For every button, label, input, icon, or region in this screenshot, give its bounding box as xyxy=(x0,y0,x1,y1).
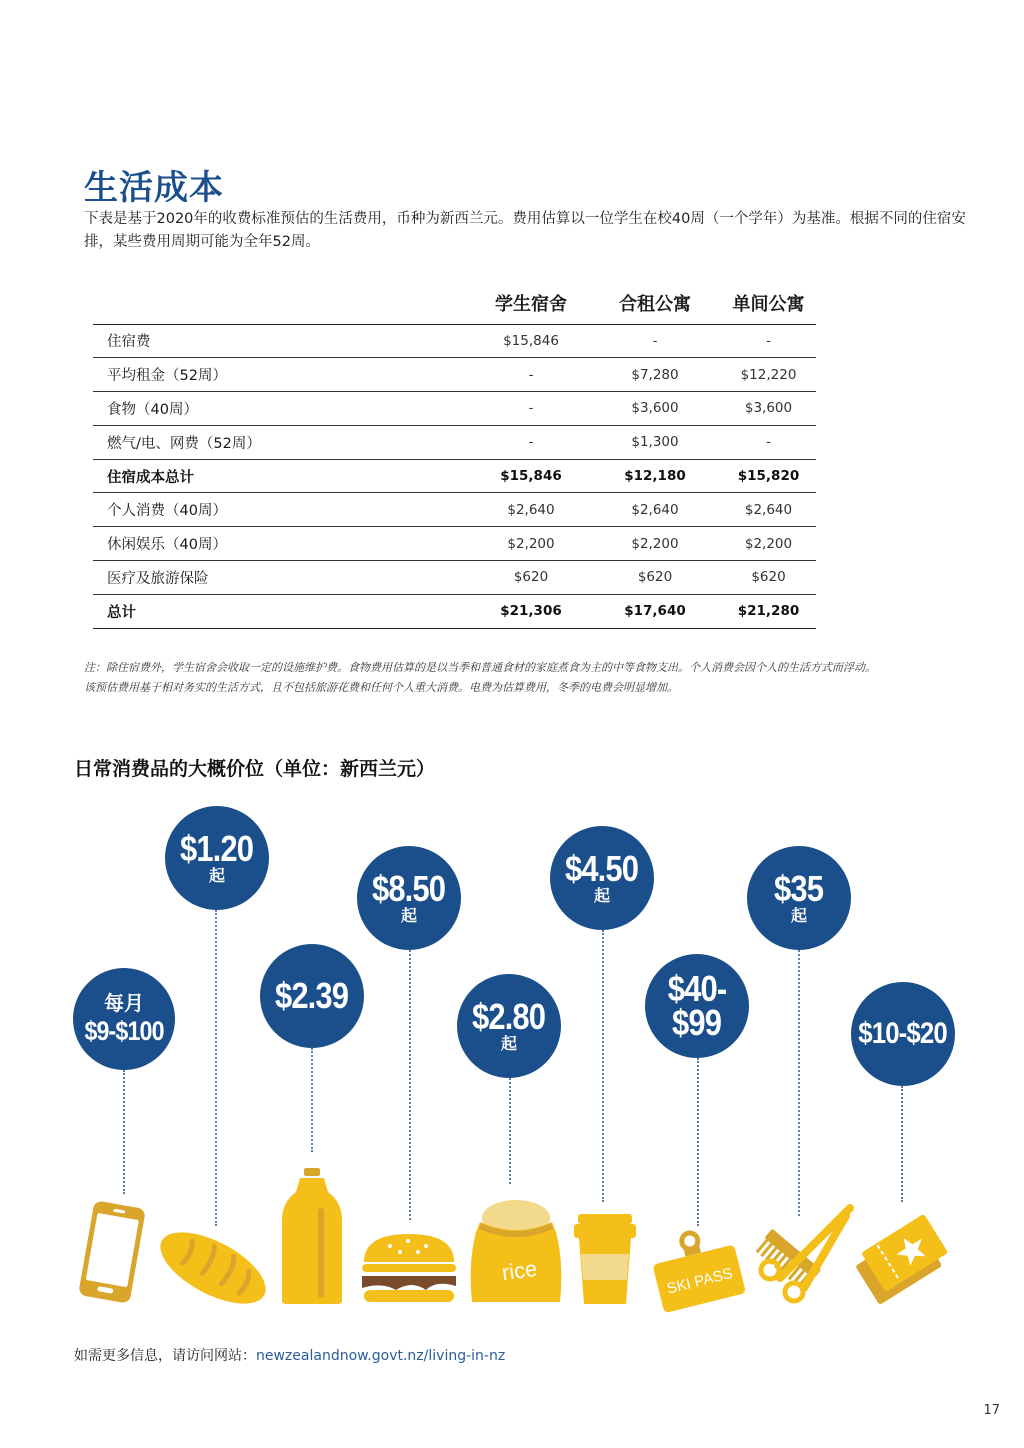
connector-line xyxy=(215,910,217,1226)
connector-line xyxy=(311,1048,313,1152)
cell-value: $620 xyxy=(589,561,721,595)
connector-line xyxy=(123,1070,125,1194)
column-header xyxy=(93,282,473,324)
row-label: 住宿费 xyxy=(93,324,473,358)
price-bubble-ski xyxy=(645,954,749,1058)
table-row xyxy=(93,324,816,358)
rice-label: rice xyxy=(500,1255,539,1286)
row-label: 个人消费（40周） xyxy=(93,493,473,527)
table-header-row xyxy=(93,282,816,324)
price-bubble-haircut xyxy=(747,846,851,950)
price-value: $4.50 xyxy=(565,848,639,889)
price-value: $35 xyxy=(774,868,824,909)
price-value: $1.20 xyxy=(180,828,254,869)
price-value: $2.80 xyxy=(472,996,546,1037)
cell-value: $15,846 xyxy=(473,324,589,358)
table-row xyxy=(93,561,816,595)
row-label: 医疗及旅游保险 xyxy=(93,561,473,595)
cost-table xyxy=(93,282,816,629)
cell-value: $17,640 xyxy=(589,594,721,628)
cell-value: $2,200 xyxy=(473,527,589,561)
price-bubble-bread xyxy=(165,806,269,910)
table-row xyxy=(93,358,816,392)
coffee-cup-icon xyxy=(572,1214,638,1306)
price-bubble-burger xyxy=(357,846,461,950)
price-bubble-movie xyxy=(851,982,955,1086)
footnote-line: 注：除住宿费外，学生宿舍会收取一定的设施维护费。食物费用估算的是以当季和普通食材的家庭煮食为主的中等食物支出。个人消费会因个人的生活方式而浮动。 xyxy=(84,661,876,674)
price-bubble-rice xyxy=(457,974,561,1078)
more-info-link[interactable]: newzealandnow.govt.nz/living-in-nz xyxy=(256,1348,506,1364)
comb-scissors-icon xyxy=(750,1204,854,1304)
cell-value: $15,820 xyxy=(721,459,816,493)
cell-value: $3,600 xyxy=(721,392,816,426)
cell-value: $2,200 xyxy=(589,527,721,561)
connector-line xyxy=(901,1086,903,1202)
burger-icon xyxy=(360,1232,458,1304)
cell-value: $12,220 xyxy=(721,358,816,392)
connector-line xyxy=(409,950,411,1220)
bread-icon xyxy=(152,1226,274,1310)
price-value: $2.39 xyxy=(275,975,349,1016)
price-suffix: 起 xyxy=(500,1036,517,1053)
cell-value: $1,300 xyxy=(589,425,721,459)
cell-value: $2,640 xyxy=(721,493,816,527)
prices-title: 日常消费品的大概价位（单位：新西兰元） xyxy=(74,758,436,780)
cell-value: $12,180 xyxy=(589,459,721,493)
page-title: 生活成本 xyxy=(84,168,224,208)
cell-value: $620 xyxy=(721,561,816,595)
row-label: 平均租金（52周） xyxy=(93,358,473,392)
column-header-shared: 合租公寓 xyxy=(619,293,691,315)
price-suffix: 起 xyxy=(400,908,417,925)
row-label: 燃气/电、网费（52周） xyxy=(93,425,473,459)
price-value: $9-$100 xyxy=(84,1016,164,1046)
row-label: 总计 xyxy=(93,594,473,628)
table-row xyxy=(93,527,816,561)
table-row xyxy=(93,425,816,459)
more-info xyxy=(74,1345,505,1365)
cell-value: $21,280 xyxy=(721,594,816,628)
cell-value: $7,280 xyxy=(589,358,721,392)
rice-bag-icon xyxy=(470,1196,562,1308)
table-row xyxy=(93,392,816,426)
table-row xyxy=(93,594,816,628)
price-suffix: 起 xyxy=(593,888,610,905)
price-top: 每月 xyxy=(104,993,144,1015)
more-info-label: 如需更多信息，请访问网站： xyxy=(74,1348,256,1364)
price-suffix: 起 xyxy=(208,868,225,885)
cell-value: - xyxy=(589,324,721,358)
cell-value: - xyxy=(473,358,589,392)
ski-pass-icon xyxy=(650,1226,746,1314)
price-value-line2: $99 xyxy=(672,1002,722,1043)
row-label: 食物（40周） xyxy=(93,392,473,426)
connector-line xyxy=(798,950,800,1216)
connector-line xyxy=(509,1078,511,1184)
price-bubble-milk xyxy=(260,944,364,1048)
cell-value: $2,640 xyxy=(589,493,721,527)
column-header-studio: 单间公寓 xyxy=(732,293,805,315)
connector-line xyxy=(602,930,604,1202)
table-row xyxy=(93,459,816,493)
cell-value: - xyxy=(473,425,589,459)
cell-value: $3,600 xyxy=(589,392,721,426)
cell-value: $2,640 xyxy=(473,493,589,527)
page-number: 17 xyxy=(983,1403,1000,1418)
intro-paragraph: 下表是基于2020年的收费标准预估的生活费用，币种为新西兰元。费用估算以一位学生在校40周（一个学年）为基准。根据不同的住宿安排，某些费用周期可能为全年52周。 xyxy=(84,211,966,250)
cell-value: $21,306 xyxy=(473,594,589,628)
row-label: 休闲娱乐（40周） xyxy=(93,527,473,561)
connector-line xyxy=(697,1058,699,1226)
cell-value: $620 xyxy=(473,561,589,595)
cell-value: $15,846 xyxy=(473,459,589,493)
cell-value: - xyxy=(721,425,816,459)
footnote xyxy=(84,658,984,698)
table-row xyxy=(93,493,816,527)
price-suffix: 起 xyxy=(790,908,807,925)
movie-ticket-icon xyxy=(848,1210,956,1306)
cell-value: - xyxy=(721,324,816,358)
column-header-dorm: 学生宿舍 xyxy=(495,293,567,315)
price-bubble-coffee xyxy=(550,826,654,930)
cell-value: - xyxy=(473,392,589,426)
price-value: $10-$20 xyxy=(858,1017,948,1050)
footnote-line: 该预估费用基于相对务实的生活方式，且不包括旅游花费和任何个人重大消费。电费为估算费用，冬季的电费会明显增加。 xyxy=(84,681,678,694)
milk-bottle-icon xyxy=(280,1168,344,1306)
phone-icon xyxy=(76,1200,148,1304)
price-bubble-phone xyxy=(73,968,175,1070)
row-label: 住宿成本总计 xyxy=(93,459,473,493)
cell-value: $2,200 xyxy=(721,527,816,561)
price-value: $8.50 xyxy=(372,868,446,909)
ski-pass-label: SKI PASS xyxy=(665,1264,735,1298)
price-value: $40- xyxy=(667,968,727,1009)
